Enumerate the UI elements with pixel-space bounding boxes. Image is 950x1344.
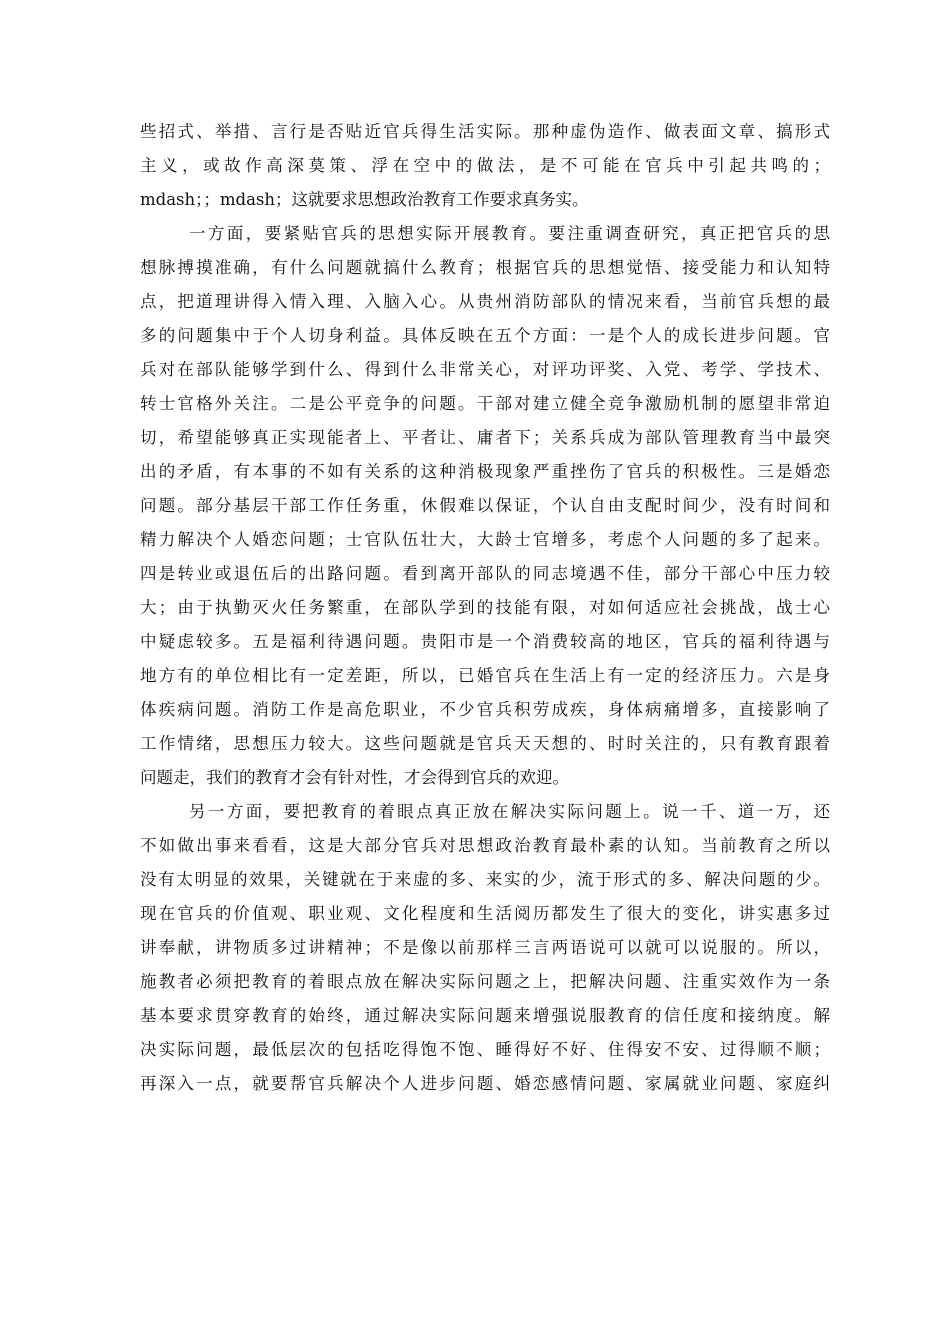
text-line: 问题。部分基层干部工作任务重，休假难以保证，个认自由支配时间少，没有时间和: [140, 496, 830, 515]
text-line: 没有太明显的效果，关键就在于来虚的多、来实的少，流于形式的多、解决问题的少。: [140, 870, 830, 889]
text-line: 体疾病问题。消防工作是高危职业，不少官兵积劳成疾，身体病痛增多，直接影响了: [140, 700, 830, 719]
text-line: 地方有的单位相比有一定差距，所以，已婚官兵在生活上有一定的经济压力。六是身: [140, 666, 830, 685]
text-line: 出的矛盾，有本事的不如有关系的这种消极现象严重挫伤了官兵的积极性。三是婚恋: [140, 462, 830, 481]
text-line: 大；由于执勤灭火任务繁重，在部队学到的技能有限，对如何适应社会挑战，战士心: [140, 598, 830, 617]
text-line: 决实际问题，最低层次的包括吃得饱不饱、睡得好不好、住得安不安、过得顺不顺；: [140, 1040, 830, 1059]
text-line: 工作情绪，思想压力较大。这些问题就是官兵天天想的、时时关注的，只有教育跟着: [140, 734, 830, 753]
text-line: 些招式、举措、言行是否贴近官兵得生活实际。那种虚伪造作、做表面文章、搞形式: [140, 122, 830, 141]
text-line: 主义，或故作高深莫策、浮在空中的做法，是不可能在官兵中引起共鸣的；: [140, 156, 830, 175]
document-body-text: [140, 115, 830, 1101]
text-line: 现在官兵的价值观、职业观、文化程度和生活阅历都发生了很大的变化，讲实惠多过: [140, 904, 830, 923]
text-line: mdash；；mdash；这就要求思想政治教育工作要求真务实。: [140, 190, 589, 209]
paragraph-first-line: 另一方面，要把教育的着眼点真正放在解决实际问题上。说一千、道一万，还: [189, 802, 830, 821]
text-line: 兵对在部队能够学到什么、得到什么非常关心，对评功评奖、入党、考学、学技术、: [140, 360, 830, 379]
text-line: 精力解决个人婚恋问题；士官队伍壮大，大龄士官增多，考虑个人问题的多了起来。: [140, 530, 830, 549]
text-line: 多的问题集中于个人切身利益。具体反映在五个方面：一是个人的成长进步问题。官: [140, 326, 830, 345]
text-line: 转士官格外关注。二是公平竞争的问题。干部对建立健全竞争激励机制的愿望非常迫: [140, 394, 830, 413]
text-line: 问题走，我们的教育才会有针对性，才会得到官兵的欢迎。: [140, 768, 569, 787]
text-line: 四是转业或退伍后的出路问题。看到离开部队的同志境遇不佳，部分干部心中压力较: [140, 564, 830, 583]
text-line: 想脉搏摸准确，有什么问题就搞什么教育；根据官兵的思想觉悟、接受能力和认知特: [140, 258, 830, 277]
text-line: 施教者必须把教育的着眼点放在解决实际问题之上，把解决问题、注重实效作为一条: [140, 972, 830, 991]
text-line: 点，把道理讲得入情入理、入脑入心。从贵州消防部队的情况来看，当前官兵想的最: [140, 292, 830, 311]
text-line: 切，希望能够真正实现能者上、平者让、庸者下；关系兵成为部队管理教育当中最突: [140, 428, 830, 447]
text-line: 再深入一点，就要帮官兵解决个人进步问题、婚恋感情问题、家属就业问题、家庭纠: [140, 1074, 830, 1093]
text-line: 不如做出事来看看，这是大部分官兵对思想政治教育最朴素的认知。当前教育之所以: [140, 836, 830, 855]
text-line: 基本要求贯穿教育的始终，通过解决实际问题来增强说服教育的信任度和接纳度。解: [140, 1006, 830, 1025]
text-line: 讲奉献，讲物质多过讲精神；不是像以前那样三言两语说可以就可以说服的。所以，: [140, 938, 830, 957]
text-line: 中疑虑较多。五是福利待遇问题。贵阳市是一个消费较高的地区，官兵的福利待遇与: [140, 632, 830, 651]
paragraph-first-line: 一方面，要紧贴官兵的思想实际开展教育。要注重调查研究，真正把官兵的思: [189, 224, 830, 243]
